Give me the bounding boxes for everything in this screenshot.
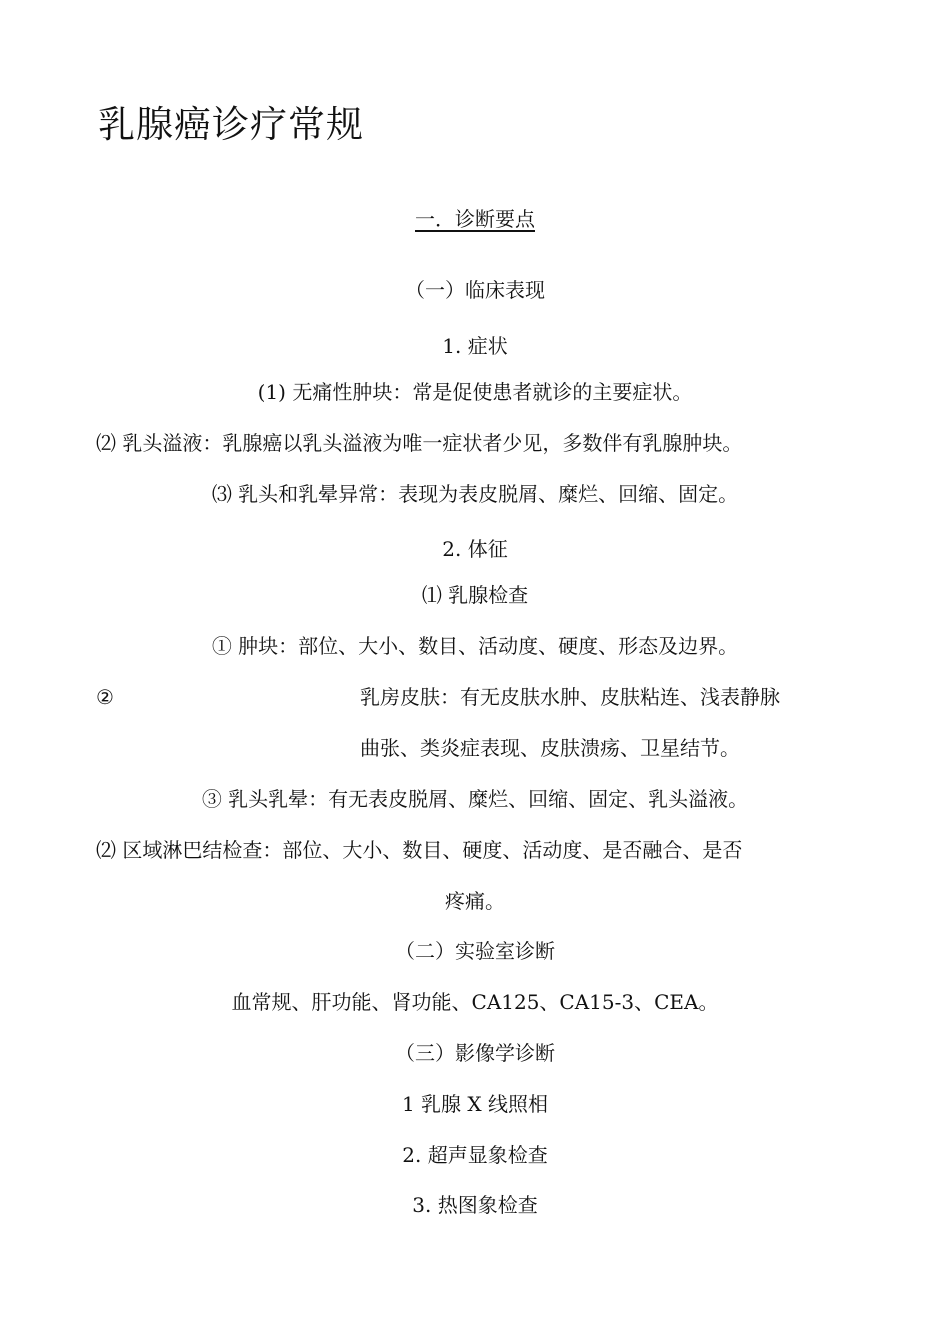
imaging-mammography: 1 乳腺 X 线照相 (401, 1092, 549, 1116)
imaging-ultrasound: 2. 超声显象检查 (402, 1143, 548, 1167)
exam-mass: ① 肿块：部位、大小、数目、活动度、硬度、形态及边界。 (211, 634, 739, 658)
heading-signs: 2. 体征 (442, 537, 508, 561)
heading-breast-exam: ⑴ 乳腺检查 (421, 583, 529, 607)
symptom-painless-mass: (1) 无痛性肿块：常是促使患者就诊的主要症状。 (257, 380, 693, 404)
exam-lymph-nodes-line-1: ⑵ 区域淋巴结检查：部位、大小、数目、硬度、活动度、是否融合、是否 (96, 838, 743, 862)
exam-skin-line-2: 曲张、类炎症表现、皮肤溃疡、卫星结节。 (360, 736, 740, 760)
lab-tests: 血常规、肝功能、肾功能、CA125、CA15-3、CEA。 (231, 990, 719, 1014)
section-heading-text: 一．诊断要点 (415, 207, 535, 231)
imaging-thermography: 3. 热图象检查 (412, 1193, 538, 1217)
symptom-nipple-areola-abnormality: ⑶ 乳头和乳晕异常：表现为表皮脱屑、糜烂、回缩、固定。 (211, 482, 739, 506)
exam-skin-line-1: 乳房皮肤：有无皮肤水肿、皮肤粘连、浅表静脉 (360, 685, 780, 709)
exam-nipple-areola: ③ 乳头乳晕：有无表皮脱屑、糜烂、回缩、固定、乳头溢液。 (201, 787, 749, 811)
heading-symptoms: 1. 症状 (442, 334, 508, 358)
exam-lymph-nodes-line-2: 疼痛。 (445, 889, 505, 913)
symptom-nipple-discharge: ⑵ 乳头溢液：乳腺癌以乳头溢液为唯一症状者少见，多数伴有乳腺肿块。 (96, 431, 743, 455)
subsection-imaging-diagnosis: （三）影像学诊断 (395, 1041, 555, 1065)
section-heading-diagnosis (0, 209, 950, 229)
exam-skin-marker: ② (96, 685, 114, 709)
document-title: 乳腺癌诊疗常规 (98, 103, 364, 146)
subsection-clinical-presentation: （一）临床表现 (405, 278, 545, 302)
subsection-lab-diagnosis: （二）实验室诊断 (395, 939, 555, 963)
